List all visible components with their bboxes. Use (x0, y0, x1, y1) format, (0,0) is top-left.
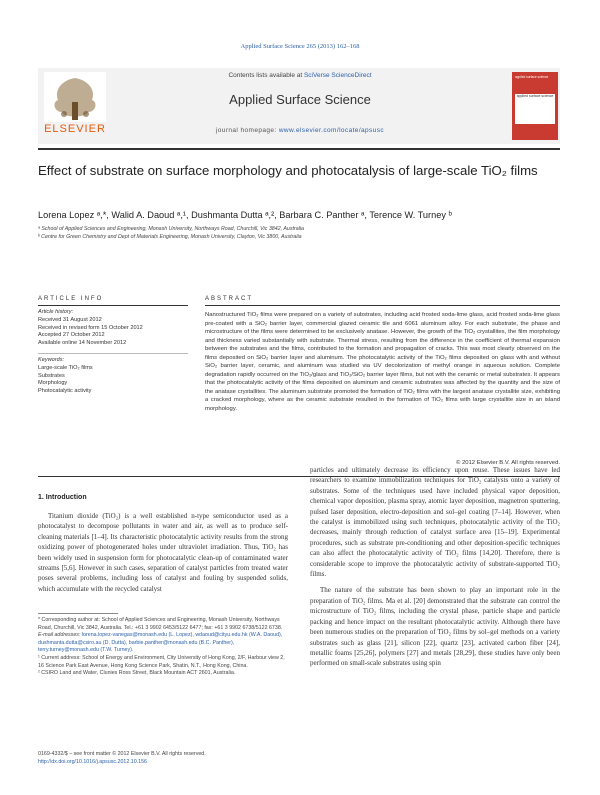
issn-line: 0169-4332/$ – see front matter © 2012 Elsevier B.V. All rights reserved. (38, 751, 206, 757)
copyright-notice: © 2012 Elsevier B.V. All rights reserved. (456, 460, 560, 466)
contents-line (120, 72, 480, 79)
email-label: E-mail addresses: (38, 632, 82, 639)
footnote-rule (38, 613, 118, 614)
keywords-label: Keywords: (38, 357, 65, 363)
homepage-link[interactable]: www.elsevier.com/locate/apsusc (278, 127, 385, 134)
intro-left-column (38, 511, 288, 594)
homepage-prefix: journal homepage: (215, 127, 279, 134)
cover-title: applied surface science (515, 94, 555, 124)
keywords-rule (38, 353, 188, 354)
keyword-item: Morphology (38, 380, 68, 387)
history-accepted: Accepted 27 October 2012 (38, 332, 105, 339)
journal-name: Applied Surface Science (229, 92, 371, 107)
intro-paragraph: The nature of the substrate has been shown to play an important role in the preparation of TiO₂ films. Ma et al. [20] demonstrated that the substrate can control the microstructure of TiO₂ films, including the crystal phase, particle shape and particle packing and hence impact on the resultant photocatalytic activity. Although there have been numerous studies on the preparation of TiO₂ films by sol–gel methods on a variety substrates such as glass [21], silicon [22], quartz [23], activated carbon fiber [24], metallic foams [25,26], polymers [27] and metals [28,29], these studies have only been performed on small-scale substrates using spin (310, 586, 560, 668)
email-addresses (38, 632, 288, 655)
keyword-item: Substrates (38, 372, 65, 379)
article-title: Effect of substrate on surface morphology and photocatalysis of large-scale TiO₂ films (38, 163, 538, 178)
journal-cover-thumbnail (512, 72, 558, 140)
history-label: Article history: (38, 309, 74, 315)
history-online: Available online 14 November 2012 (38, 340, 127, 347)
intro-heading: 1. Introduction (38, 494, 87, 501)
keyword-item: Photocatalytic activity (38, 388, 92, 395)
keywords (38, 357, 188, 396)
sciencedirect-link[interactable]: SciVerse ScienceDirect (303, 72, 372, 79)
journal-homepage (120, 127, 480, 134)
history-revised: Received in revised form 15 October 2012 (38, 324, 143, 331)
article-info-rule (38, 305, 188, 306)
footnote-2: ² CSIRO Land and Water, Clunies Ross Street, Black Mountain ACT 2601, Australia. (38, 670, 236, 677)
intro-right-column (310, 465, 560, 669)
corresponding-author-note: * Corresponding author at: School of Applied Sciences and Engineering, Monash University, Northways Road, Churchill, Vic 3842, Australia. Tel.: +61 3 9902 6453/5122 6477; fax: +61 3 9902 6738/5122 6738. (38, 617, 283, 631)
abstract-rule (205, 305, 560, 306)
cover-top-text: applied surface science (515, 75, 549, 79)
doi-link[interactable]: http://dx.doi.org/10.1016/j.apsusc.2012.10.156 (38, 759, 147, 765)
journal-citation: Applied Surface Science 265 (2013) 162–168 (240, 43, 360, 50)
article-info-heading: ARTICLE INFO (38, 296, 104, 302)
issn-block (38, 750, 288, 766)
contents-prefix: Contents lists available at (228, 72, 304, 79)
footnotes (38, 617, 288, 678)
affiliation-b: ᵇ Centre for Green Chemistry and Dept of Materials Engineering, Monash University, Clayton, Vic 3800, Australia (38, 234, 302, 240)
article-history (38, 309, 188, 348)
abstract-heading: ABSTRACT (205, 296, 254, 302)
intro-paragraph: Titanium dioxide (TiO₂) is a well established n-type semiconductor used as a photocatalyst to decompose pollutants in water and air, as well as to produce self-cleaning materials [1–4]. Its characteristic photocatalytic activity results from the strong oxidizing power of photogenerated holes under ultraviolet irradiation. Thus, TiO₂ has been widely used in suspension form for photocatalytic clean-up of contaminated water streams [5,6]. However in such cases, separation of catalyst particles from treated water poses several problems, including loss of catalyst and fouling by suspended solids, which accumulate with the recycled catalyst (38, 512, 288, 593)
email-list[interactable]: lorena.lopez-vanegas@monash.edu (L. Lopez), wdaoud@cityu.edu.hk (W.A. Daoud), dushmanta.dutta@csiro.au (D. Dutta), barbie.panther@monash.edu (B.C. Panther), terry.turney@monash.edu (T.W. Turney). (38, 632, 283, 654)
intro-paragraph: particles and ultimately decrease its efficiency upon reuse. These issues have led researchers to examine immobilization techniques for TiO₂ catalysts onto a variety of substrates. Some of the techniques used have included physical vapor deposition, chemical vapor deposition, plasma spray, atomic layer deposition, magnetron sputtering, pulsed laser deposition, electro-deposition and sol–gel coating [7–14]. However, when the catalyst is immobilized using such techniques, photocatalytic activity of the TiO₂ decreases, mainly through reduction of catalyst surface area [15–19]. Experimental procedures, such as substrate pre-conditioning and other deposition-specific techniques can also affect the photocatalytic activity of TiO₂ films [14,20]. Therefore, there is considerable scope to improve the photocatalytic activity of substrate-supported TiO₂ films. (310, 466, 560, 579)
abstract-text: Nanostructured TiO₂ films were prepared on a variety of substrates, including acid frosted soda-lime glass, acid frosted soda-lime glass pre-coated with a SiO₂ barrier layer, commercial glazed ceramic tile and 6061 aluminum alloy. For each substrate, the phase and microstructure of the films were determined to be exclusively anatase. However, the growth of the TiO₂ crystallites, the film morphology and thickness varied substantially with substrate. Thermal stress, resulting from the difference in the coefficient of thermal expansion between the substrates and the films, contributed to the formation and propagation of cracks. This was most clearly observed on the films deposited on SiO₂ barrier layer and aluminum. The photocatalytic activity of the TiO₂ films deposited on glass with and without SiO₂ barrier layer, ceramic, and aluminum was studied via UV decolorization of methyl orange in aqueous solution. Complete degradation rapidly occurred on the TiO₂/glass and TiO₂/SiO₂ barrier layer films, but not with the ceramic or metal substrates. It appears that the photocatalytic activity of the films deposited on aluminum and ceramic substrates was affected by the quantity and the size of the anatase crystallites. The aluminum substrate promoted the formation of TiO₂ films with the largest anatase crystallite size, exhibiting a cracked morphology, where as the ceramic substrate resulted in the formation of TiO₂ films with large crystallite size in an island morphology. (205, 312, 560, 412)
footnote-1: ¹ Current address: School of Energy and Environment, City University of Hong Kong, 2/F, Harbour view 2, 16 Science Park East Avenue, Hong Kong Science Park, Shatin, N.T., Hong Kong, China. (38, 654, 285, 669)
header-divider (38, 148, 560, 150)
keyword-item: Large-scale TiO₂ films (38, 364, 93, 371)
author-list: Lorena Lopez ᵃ,*, Walid A. Daoud ᵃ,¹, Dushmanta Dutta ᵃ,², Barbara C. Panther ᵃ, Terence W. Turney ᵇ (38, 210, 452, 220)
publisher-wordmark: ELSEVIER (44, 123, 106, 135)
history-received: Received 31 August 2012 (38, 316, 102, 323)
affiliation-a: ᵃ School of Applied Sciences and Engineering, Monash University, Northways Road, Churchill, Vic 3842, Australia (38, 226, 304, 232)
